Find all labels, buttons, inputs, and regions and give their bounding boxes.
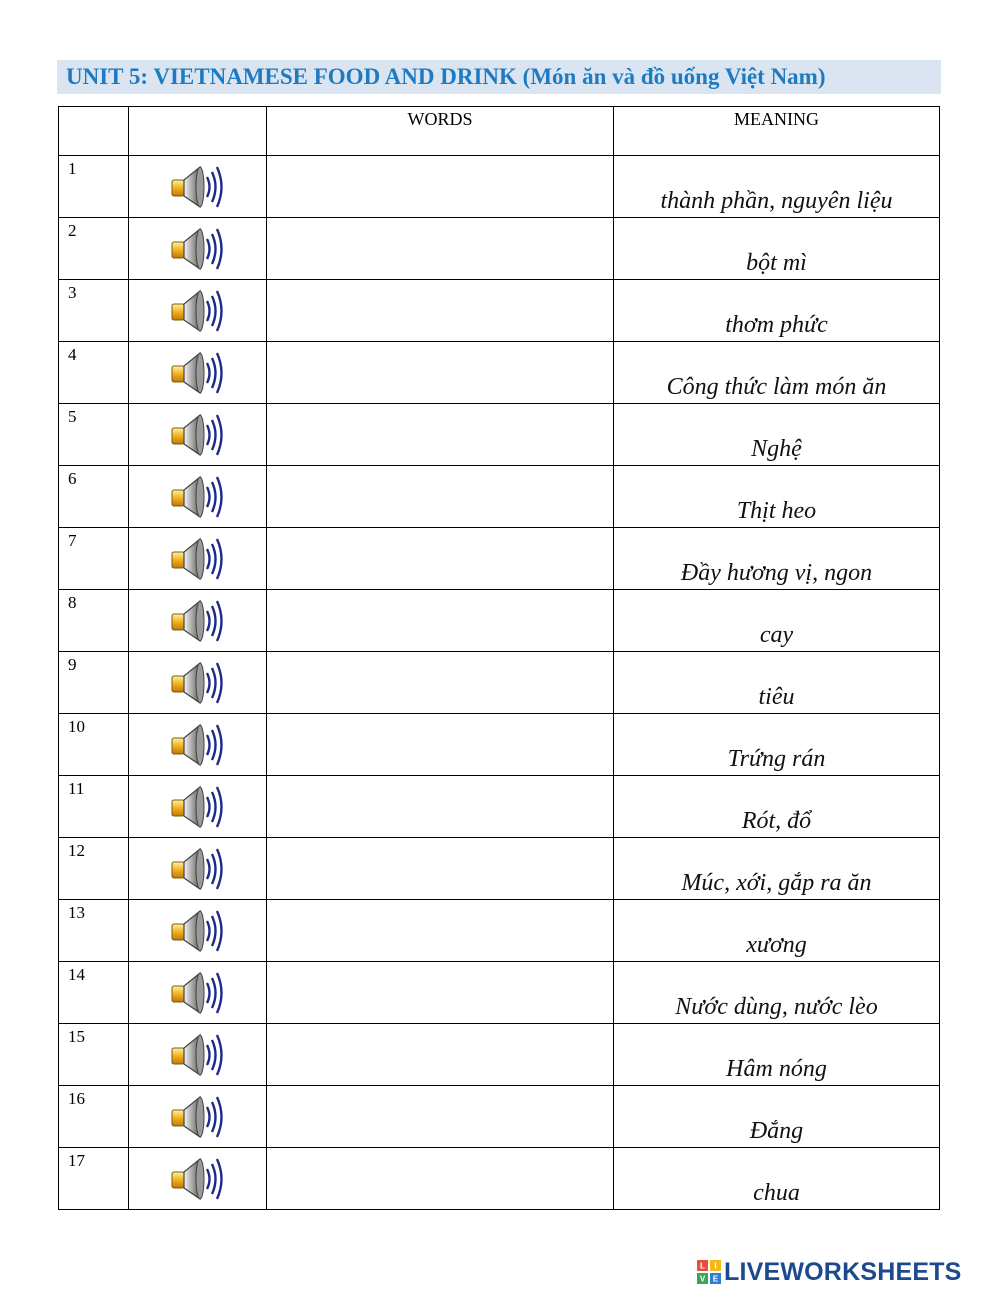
table-row [59, 962, 940, 1024]
meaning-cell: Thịt heo [614, 466, 940, 528]
speaker-icon[interactable] [168, 472, 228, 527]
liveworksheets-logo-icon [697, 1260, 721, 1284]
speaker-icon[interactable] [168, 968, 228, 1023]
row-number: 10 [59, 714, 129, 776]
row-number: 3 [59, 280, 129, 342]
table-row [59, 652, 940, 714]
header-number [59, 107, 129, 156]
word-answer-field[interactable] [267, 466, 614, 528]
table-header-row [59, 107, 940, 156]
table-row [59, 342, 940, 404]
word-answer-field[interactable] [267, 714, 614, 776]
table-row [59, 1086, 940, 1148]
audio-cell [129, 1148, 267, 1210]
table-row [59, 218, 940, 280]
row-number: 16 [59, 1086, 129, 1148]
speaker-icon[interactable] [168, 844, 228, 899]
table-row [59, 838, 940, 900]
table-row [59, 156, 940, 218]
table-row [59, 404, 940, 466]
speaker-icon[interactable] [168, 224, 228, 279]
page-title: UNIT 5: VIETNAMESE FOOD AND DRINK (Món ăn và đồ uống Việt Nam) [66, 64, 826, 89]
word-answer-field[interactable] [267, 156, 614, 218]
audio-cell [129, 776, 267, 838]
table-row [59, 466, 940, 528]
speaker-icon[interactable] [168, 906, 228, 961]
audio-cell [129, 962, 267, 1024]
row-number: 8 [59, 590, 129, 652]
word-answer-field[interactable] [267, 342, 614, 404]
audio-cell [129, 1086, 267, 1148]
meaning-cell: xương [614, 900, 940, 962]
liveworksheets-brand [697, 1256, 962, 1288]
word-answer-field[interactable] [267, 404, 614, 466]
speaker-icon[interactable] [168, 782, 228, 837]
table-row [59, 1148, 940, 1210]
word-answer-field[interactable] [267, 652, 614, 714]
meaning-cell: thành phần, nguyên liệu [614, 156, 940, 218]
audio-cell [129, 1024, 267, 1086]
speaker-icon[interactable] [168, 534, 228, 589]
audio-cell [129, 590, 267, 652]
row-number: 6 [59, 466, 129, 528]
meaning-cell: thơm phức [614, 280, 940, 342]
speaker-icon[interactable] [168, 658, 228, 713]
audio-cell [129, 404, 267, 466]
audio-cell [129, 280, 267, 342]
row-number: 12 [59, 838, 129, 900]
header-meaning: MEANING [614, 107, 940, 156]
row-number: 15 [59, 1024, 129, 1086]
speaker-icon[interactable] [168, 162, 228, 217]
audio-cell [129, 714, 267, 776]
meaning-cell: Đầy hương vị, ngon [614, 528, 940, 590]
table-row [59, 590, 940, 652]
meaning-cell: Đắng [614, 1086, 940, 1148]
speaker-icon[interactable] [168, 410, 228, 465]
word-answer-field[interactable] [267, 776, 614, 838]
word-answer-field[interactable] [267, 528, 614, 590]
word-answer-field[interactable] [267, 590, 614, 652]
meaning-cell: Nước dùng, nước lèo [614, 962, 940, 1024]
row-number: 9 [59, 652, 129, 714]
speaker-icon[interactable] [168, 720, 228, 775]
table-row [59, 528, 940, 590]
svg-text:E: E [712, 1274, 719, 1284]
row-number: 7 [59, 528, 129, 590]
row-number: 14 [59, 962, 129, 1024]
meaning-cell: Múc, xới, gắp ra ăn [614, 838, 940, 900]
word-answer-field[interactable] [267, 280, 614, 342]
table-row [59, 1024, 940, 1086]
audio-cell [129, 218, 267, 280]
meaning-cell: cay [614, 590, 940, 652]
row-number: 13 [59, 900, 129, 962]
table-row [59, 714, 940, 776]
word-answer-field[interactable] [267, 1024, 614, 1086]
row-number: 17 [59, 1148, 129, 1210]
svg-text:L: L [700, 1261, 705, 1271]
speaker-icon[interactable] [168, 1030, 228, 1085]
row-number: 11 [59, 776, 129, 838]
audio-cell [129, 900, 267, 962]
row-number: 5 [59, 404, 129, 466]
header-audio [129, 107, 267, 156]
meaning-cell: Hâm nóng [614, 1024, 940, 1086]
speaker-icon[interactable] [168, 1154, 228, 1209]
audio-cell [129, 466, 267, 528]
svg-text:I: I [714, 1261, 717, 1271]
word-answer-field[interactable] [267, 900, 614, 962]
meaning-cell: bột mì [614, 218, 940, 280]
meaning-cell: Rót, đổ [614, 776, 940, 838]
speaker-icon[interactable] [168, 348, 228, 403]
word-answer-field[interactable] [267, 1086, 614, 1148]
speaker-icon[interactable] [168, 286, 228, 341]
audio-cell [129, 528, 267, 590]
vocabulary-table [58, 106, 940, 1210]
audio-cell [129, 652, 267, 714]
row-number: 2 [59, 218, 129, 280]
row-number: 1 [59, 156, 129, 218]
header-words: WORDS [267, 107, 614, 156]
word-answer-field[interactable] [267, 838, 614, 900]
row-number: 4 [59, 342, 129, 404]
brand-name: LIVEWORKSHEETS [724, 1257, 962, 1286]
meaning-cell: Trứng rán [614, 714, 940, 776]
meaning-cell: Công thức làm món ăn [614, 342, 940, 404]
word-answer-field[interactable] [267, 218, 614, 280]
table-row [59, 280, 940, 342]
word-answer-field[interactable] [267, 1148, 614, 1210]
word-answer-field[interactable] [267, 962, 614, 1024]
audio-cell [129, 156, 267, 218]
speaker-icon[interactable] [168, 596, 228, 651]
audio-cell [129, 838, 267, 900]
svg-text:V: V [699, 1274, 706, 1284]
meaning-cell: Nghệ [614, 404, 940, 466]
table-row [59, 776, 940, 838]
speaker-icon[interactable] [168, 1092, 228, 1147]
meaning-cell: tiêu [614, 652, 940, 714]
table-row [59, 900, 940, 962]
meaning-cell: chua [614, 1148, 940, 1210]
audio-cell [129, 342, 267, 404]
